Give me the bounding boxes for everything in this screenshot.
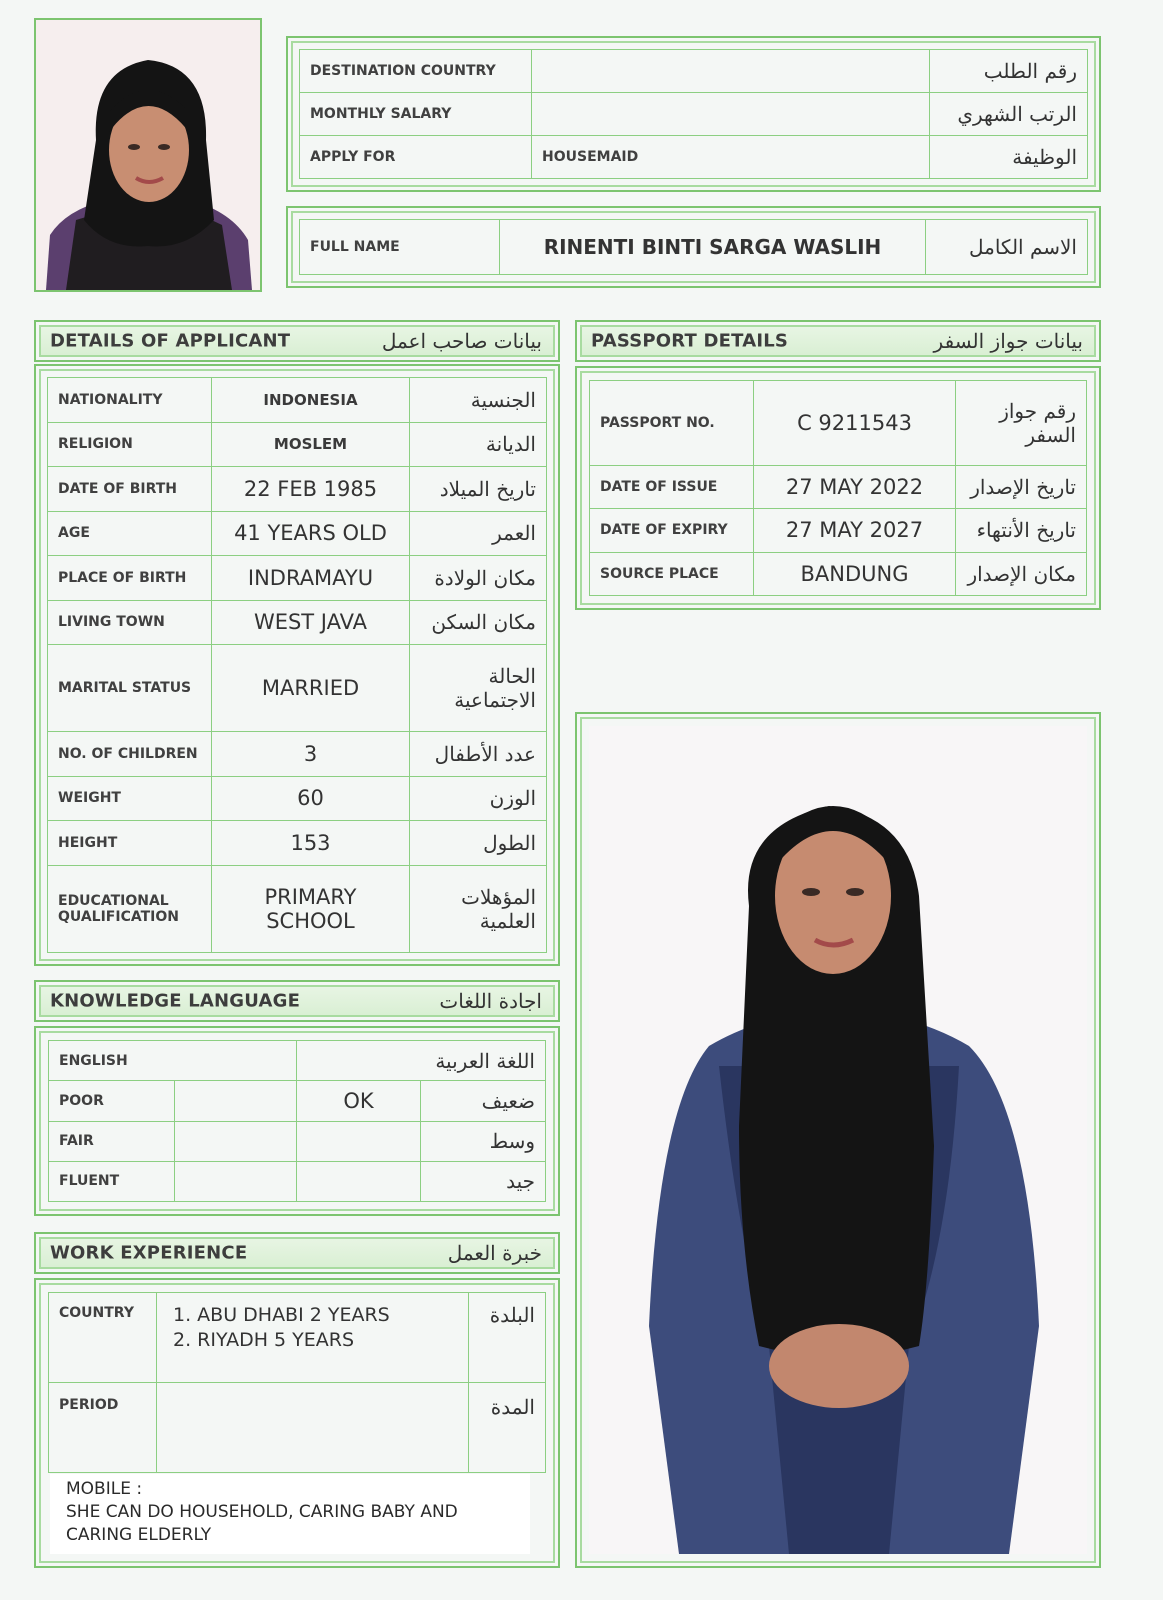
applicant-row bbox=[48, 422, 547, 467]
applicant-field-label: MARITAL STATUS bbox=[48, 645, 212, 732]
passport-row bbox=[590, 465, 1087, 508]
passport-details-table bbox=[589, 380, 1087, 596]
applicant-row bbox=[48, 821, 547, 866]
applicant-field-arabic: الطول bbox=[410, 821, 547, 866]
language-level-label: FLUENT bbox=[49, 1161, 175, 1201]
applicant-field-label: WEIGHT bbox=[48, 776, 212, 821]
applicant-field-label: RELIGION bbox=[48, 422, 212, 467]
applicant-row bbox=[48, 732, 547, 777]
language-level-row bbox=[49, 1081, 546, 1121]
work-country-label: COUNTRY bbox=[49, 1293, 157, 1383]
work-country-value bbox=[157, 1293, 469, 1383]
language-english-level bbox=[175, 1081, 297, 1121]
language-arabic-level bbox=[297, 1161, 421, 1201]
language-level-label: FAIR bbox=[49, 1121, 175, 1161]
applicant-row bbox=[48, 645, 547, 732]
passport-field-value: 27 MAY 2022 bbox=[754, 465, 956, 508]
portrait-image bbox=[36, 20, 260, 290]
applicant-field-value: 153 bbox=[212, 821, 410, 866]
full-body-image bbox=[589, 726, 1087, 1554]
destination-country-label: DESTINATION COUNTRY bbox=[300, 50, 532, 93]
notes-box bbox=[50, 1474, 530, 1554]
notes-mobile: MOBILE : bbox=[66, 1479, 143, 1499]
application-info-table bbox=[299, 49, 1088, 179]
applicant-row bbox=[48, 467, 547, 512]
applicant-field-value: 41 YEARS OLD bbox=[212, 511, 410, 556]
full-name-label: FULL NAME bbox=[300, 220, 500, 275]
passport-field-value: BANDUNG bbox=[754, 552, 956, 595]
applicant-field-arabic: الديانة bbox=[410, 422, 547, 467]
applicant-row bbox=[48, 776, 547, 821]
applicant-field-value: WEST JAVA bbox=[212, 600, 410, 645]
work-section-header bbox=[34, 1232, 560, 1274]
applicant-row bbox=[48, 378, 547, 423]
language-section-header bbox=[34, 980, 560, 1022]
work-country-row bbox=[49, 1293, 546, 1383]
notes-line-1: SHE CAN DO HOUSEHOLD, CARING BABY AND bbox=[66, 1502, 458, 1522]
monthly-salary-value bbox=[532, 93, 930, 136]
passport-field-label: PASSPORT NO. bbox=[590, 381, 754, 466]
applicant-field-arabic: مكان السكن bbox=[410, 600, 547, 645]
passport-field-arabic: تاريخ الأنتهاء bbox=[956, 509, 1087, 552]
passport-details-panel bbox=[575, 366, 1101, 610]
applicant-field-value: INDRAMAYU bbox=[212, 556, 410, 601]
applicant-details-table bbox=[47, 377, 547, 953]
language-english-level bbox=[175, 1161, 297, 1201]
destination-country-row bbox=[300, 50, 1088, 93]
language-arabic-header: اللغة العربية bbox=[297, 1041, 546, 1081]
language-level-row bbox=[49, 1121, 546, 1161]
applicant-field-arabic: الجنسية bbox=[410, 378, 547, 423]
passport-field-arabic: تاريخ الإصدار bbox=[956, 465, 1087, 508]
language-level-arabic: وسط bbox=[421, 1121, 546, 1161]
language-level-row bbox=[49, 1161, 546, 1201]
passport-section-title-arabic: بيانات جواز السفر bbox=[933, 329, 1083, 353]
language-english-level bbox=[175, 1121, 297, 1161]
passport-field-label: DATE OF ISSUE bbox=[590, 465, 754, 508]
language-header-row bbox=[49, 1041, 546, 1081]
applicant-section-header bbox=[34, 320, 560, 362]
applicant-details-panel bbox=[34, 364, 560, 966]
full-name-arabic: الاسم الكامل bbox=[926, 220, 1088, 275]
language-panel bbox=[34, 1026, 560, 1216]
passport-row bbox=[590, 509, 1087, 552]
applicant-field-arabic: العمر bbox=[410, 511, 547, 556]
applicant-row bbox=[48, 600, 547, 645]
applicant-photo-full bbox=[575, 712, 1101, 1568]
full-name-panel bbox=[286, 206, 1101, 288]
applicant-field-label: HEIGHT bbox=[48, 821, 212, 866]
applicant-field-arabic: الوزن bbox=[410, 776, 547, 821]
full-name-value: RINENTI BINTI SARGA WASLIH bbox=[500, 220, 926, 275]
applicant-field-value: INDONESIA bbox=[212, 378, 410, 423]
passport-field-label: SOURCE PLACE bbox=[590, 552, 754, 595]
monthly-salary-row bbox=[300, 93, 1088, 136]
applicant-field-label: EDUCATIONAL QUALIFICATION bbox=[48, 865, 212, 952]
work-country-arabic: البلدة bbox=[469, 1293, 546, 1383]
applicant-field-value: PRIMARY SCHOOL bbox=[212, 865, 410, 952]
work-section-title-arabic: خبرة العمل bbox=[447, 1241, 542, 1265]
applicant-field-value: 60 bbox=[212, 776, 410, 821]
monthly-salary-label: MONTHLY SALARY bbox=[300, 93, 532, 136]
applicant-section-title: DETAILS OF APPLICANT bbox=[50, 330, 291, 352]
passport-field-label: DATE OF EXPIRY bbox=[590, 509, 754, 552]
applicant-field-value: 22 FEB 1985 bbox=[212, 467, 410, 512]
applicant-field-label: LIVING TOWN bbox=[48, 600, 212, 645]
language-english-header: ENGLISH bbox=[49, 1041, 297, 1081]
apply-for-row bbox=[300, 136, 1088, 179]
language-level-arabic: ضعيف bbox=[421, 1081, 546, 1121]
applicant-row bbox=[48, 556, 547, 601]
language-level-arabic: جيد bbox=[421, 1161, 546, 1201]
applicant-field-arabic: الحالة الاجتماعية bbox=[410, 645, 547, 732]
monthly-salary-arabic: الرتب الشهري bbox=[930, 93, 1088, 136]
apply-for-arabic: الوظيفة bbox=[930, 136, 1088, 179]
applicant-field-label: PLACE OF BIRTH bbox=[48, 556, 212, 601]
work-country-line-2: 2. RIYADH 5 YEARS bbox=[173, 1329, 355, 1351]
language-arabic-level: OK bbox=[297, 1081, 421, 1121]
destination-country-value bbox=[532, 50, 930, 93]
apply-for-value: HOUSEMAID bbox=[532, 136, 930, 179]
passport-field-arabic: رقم جواز السفر bbox=[956, 381, 1087, 466]
work-period-arabic: المدة bbox=[469, 1383, 546, 1473]
applicant-field-arabic: مكان الولادة bbox=[410, 556, 547, 601]
passport-section-header bbox=[575, 320, 1101, 362]
applicant-field-value: 3 bbox=[212, 732, 410, 777]
work-section-title: WORK EXPERIENCE bbox=[50, 1242, 248, 1264]
passport-section-title: PASSPORT DETAILS bbox=[591, 330, 789, 352]
notes-line-2: CARING ELDERLY bbox=[66, 1525, 212, 1545]
language-arabic-level bbox=[297, 1121, 421, 1161]
language-table bbox=[48, 1040, 546, 1202]
applicant-field-arabic: عدد الأطفال bbox=[410, 732, 547, 777]
applicant-field-value: MARRIED bbox=[212, 645, 410, 732]
applicant-row bbox=[48, 511, 547, 556]
applicant-photo-small bbox=[34, 18, 262, 292]
applicant-section-title-arabic: بيانات صاحب اعمل bbox=[381, 329, 542, 353]
applicant-field-label: AGE bbox=[48, 511, 212, 556]
language-section-title: KNOWLEDGE LANGUAGE bbox=[50, 990, 301, 1012]
passport-field-value: 27 MAY 2027 bbox=[754, 509, 956, 552]
application-info-panel bbox=[286, 36, 1101, 192]
apply-for-label: APPLY FOR bbox=[300, 136, 532, 179]
applicant-field-label: DATE OF BIRTH bbox=[48, 467, 212, 512]
applicant-field-label: NATIONALITY bbox=[48, 378, 212, 423]
language-section-title-arabic: اجادة اللغات bbox=[439, 989, 542, 1013]
applicant-field-label: NO. OF CHILDREN bbox=[48, 732, 212, 777]
work-period-label: PERIOD bbox=[49, 1383, 157, 1473]
work-period-value bbox=[157, 1383, 469, 1473]
passport-field-arabic: مكان الإصدار bbox=[956, 552, 1087, 595]
full-name-table bbox=[299, 219, 1088, 275]
applicant-row bbox=[48, 865, 547, 952]
applicant-field-arabic: تاريخ الميلاد bbox=[410, 467, 547, 512]
destination-country-arabic: رقم الطلب bbox=[930, 50, 1088, 93]
work-country-line-1: 1. ABU DHABI 2 YEARS bbox=[173, 1304, 390, 1326]
applicant-field-arabic: المؤهلات العلمية bbox=[410, 865, 547, 952]
language-level-label: POOR bbox=[49, 1081, 175, 1121]
passport-row bbox=[590, 552, 1087, 595]
passport-field-value: C 9211543 bbox=[754, 381, 956, 466]
work-experience-panel bbox=[34, 1278, 560, 1568]
applicant-field-value: MOSLEM bbox=[212, 422, 410, 467]
passport-row bbox=[590, 381, 1087, 466]
work-experience-table bbox=[48, 1292, 546, 1473]
work-period-row bbox=[49, 1383, 546, 1473]
